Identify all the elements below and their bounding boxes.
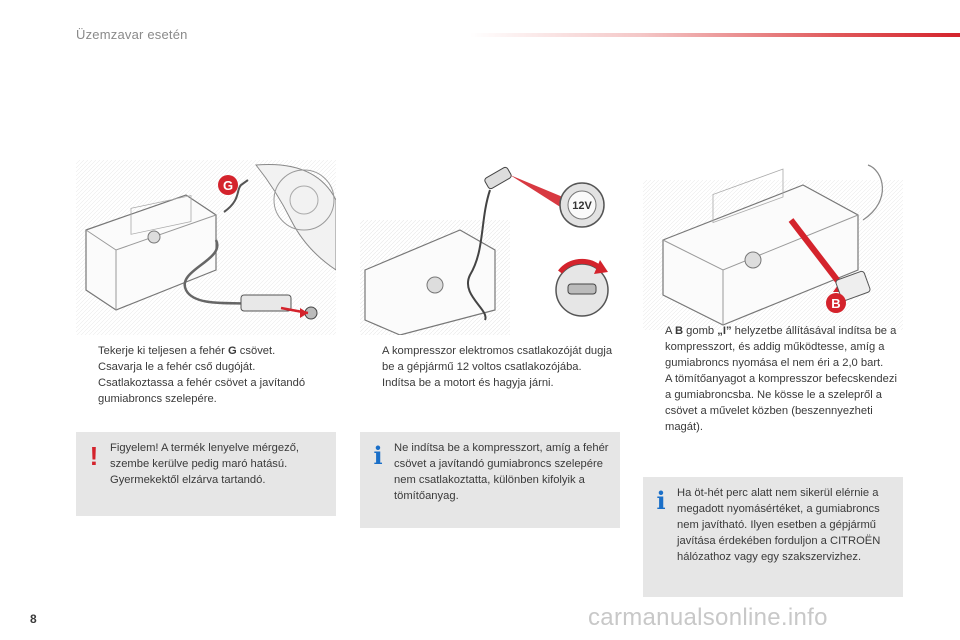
compressor-hose-drawing — [76, 160, 336, 335]
info-note-1-text: Ne indítsa be a kompresszort, amíg a fehér csövet a javítandó gumiabroncs szelepére nem csatlakoztatta, különben kifolyik a tömítőanyag. — [394, 442, 609, 502]
warning-note — [76, 432, 336, 516]
illustration-12v-socket — [360, 160, 620, 335]
instruction-paragraph: A tömítőanyagot a kompresszor befecskendezi a gumiabroncsba. Ne kösse le a szelepről a csövet a művelet közben (beszennyezheti magát). — [665, 373, 897, 433]
info-note-2 — [643, 477, 903, 597]
socket-drawing — [360, 160, 620, 335]
instructions-column-3 — [643, 323, 905, 435]
instruction-step: Csavarja le a fehér cső dugóját. — [98, 361, 256, 373]
page-number: 8 — [30, 612, 37, 626]
compressor-button-drawing — [643, 160, 903, 330]
watermark: carmanualsonline.info — [588, 604, 828, 631]
instruction-step: Tekerje ki teljesen a fehér G csövet. — [98, 345, 276, 357]
warning-note-text: Figyelem! A termék lenyelve mérgező, szembe kerülve pedig maró hatású. Gyermekektől elzárva tartandó. — [110, 442, 300, 486]
button-b-label: B — [674, 325, 684, 337]
instruction-step: A kompresszor elektromos csatlakozóját dugja be a gépjármű 12 voltos csatlakozójába. — [382, 345, 613, 373]
illustration-compressor-button — [643, 160, 903, 330]
warning-exclamation-icon: ! — [89, 441, 99, 471]
info-note-1 — [360, 432, 620, 528]
label-b-text: B — [831, 296, 841, 311]
info-icon: i — [656, 486, 666, 515]
label-12v-text: 12V — [572, 200, 592, 212]
position-i-label: „I” — [717, 325, 732, 337]
page-header-title: Üzemzavar esetén — [76, 27, 188, 42]
info-icon: i — [373, 441, 383, 470]
hose-g-label: G — [227, 345, 237, 357]
illustration-compressor-hose — [76, 160, 336, 335]
label-g-text: G — [222, 178, 234, 193]
instruction-step: A B gomb „I” helyzetbe állításával indítsa be a kompresszort, és addig működtesse, amíg a gumiabroncs nyomása el nem éri a 2,0 bart. — [665, 325, 897, 369]
instruction-step: Csatlakoztassa a fehér csövet a javítandó gumiabroncs szelepére. — [98, 377, 306, 405]
instruction-step: Indítsa be a motort és hagyja járni. — [382, 377, 554, 389]
header-accent-line — [470, 33, 960, 37]
info-note-2-text: Ha öt-hét perc alatt nem sikerül elérnie a megadott nyomásértéket, a gumiabroncs nem javítható. Ilyen esetben a gépjármű javítása érdekében forduljon a CITROËN hálózathoz vagy egy szakszervizhez. — [677, 487, 881, 563]
instructions-column-2 — [360, 343, 622, 391]
instructions-column-1 — [76, 343, 338, 407]
